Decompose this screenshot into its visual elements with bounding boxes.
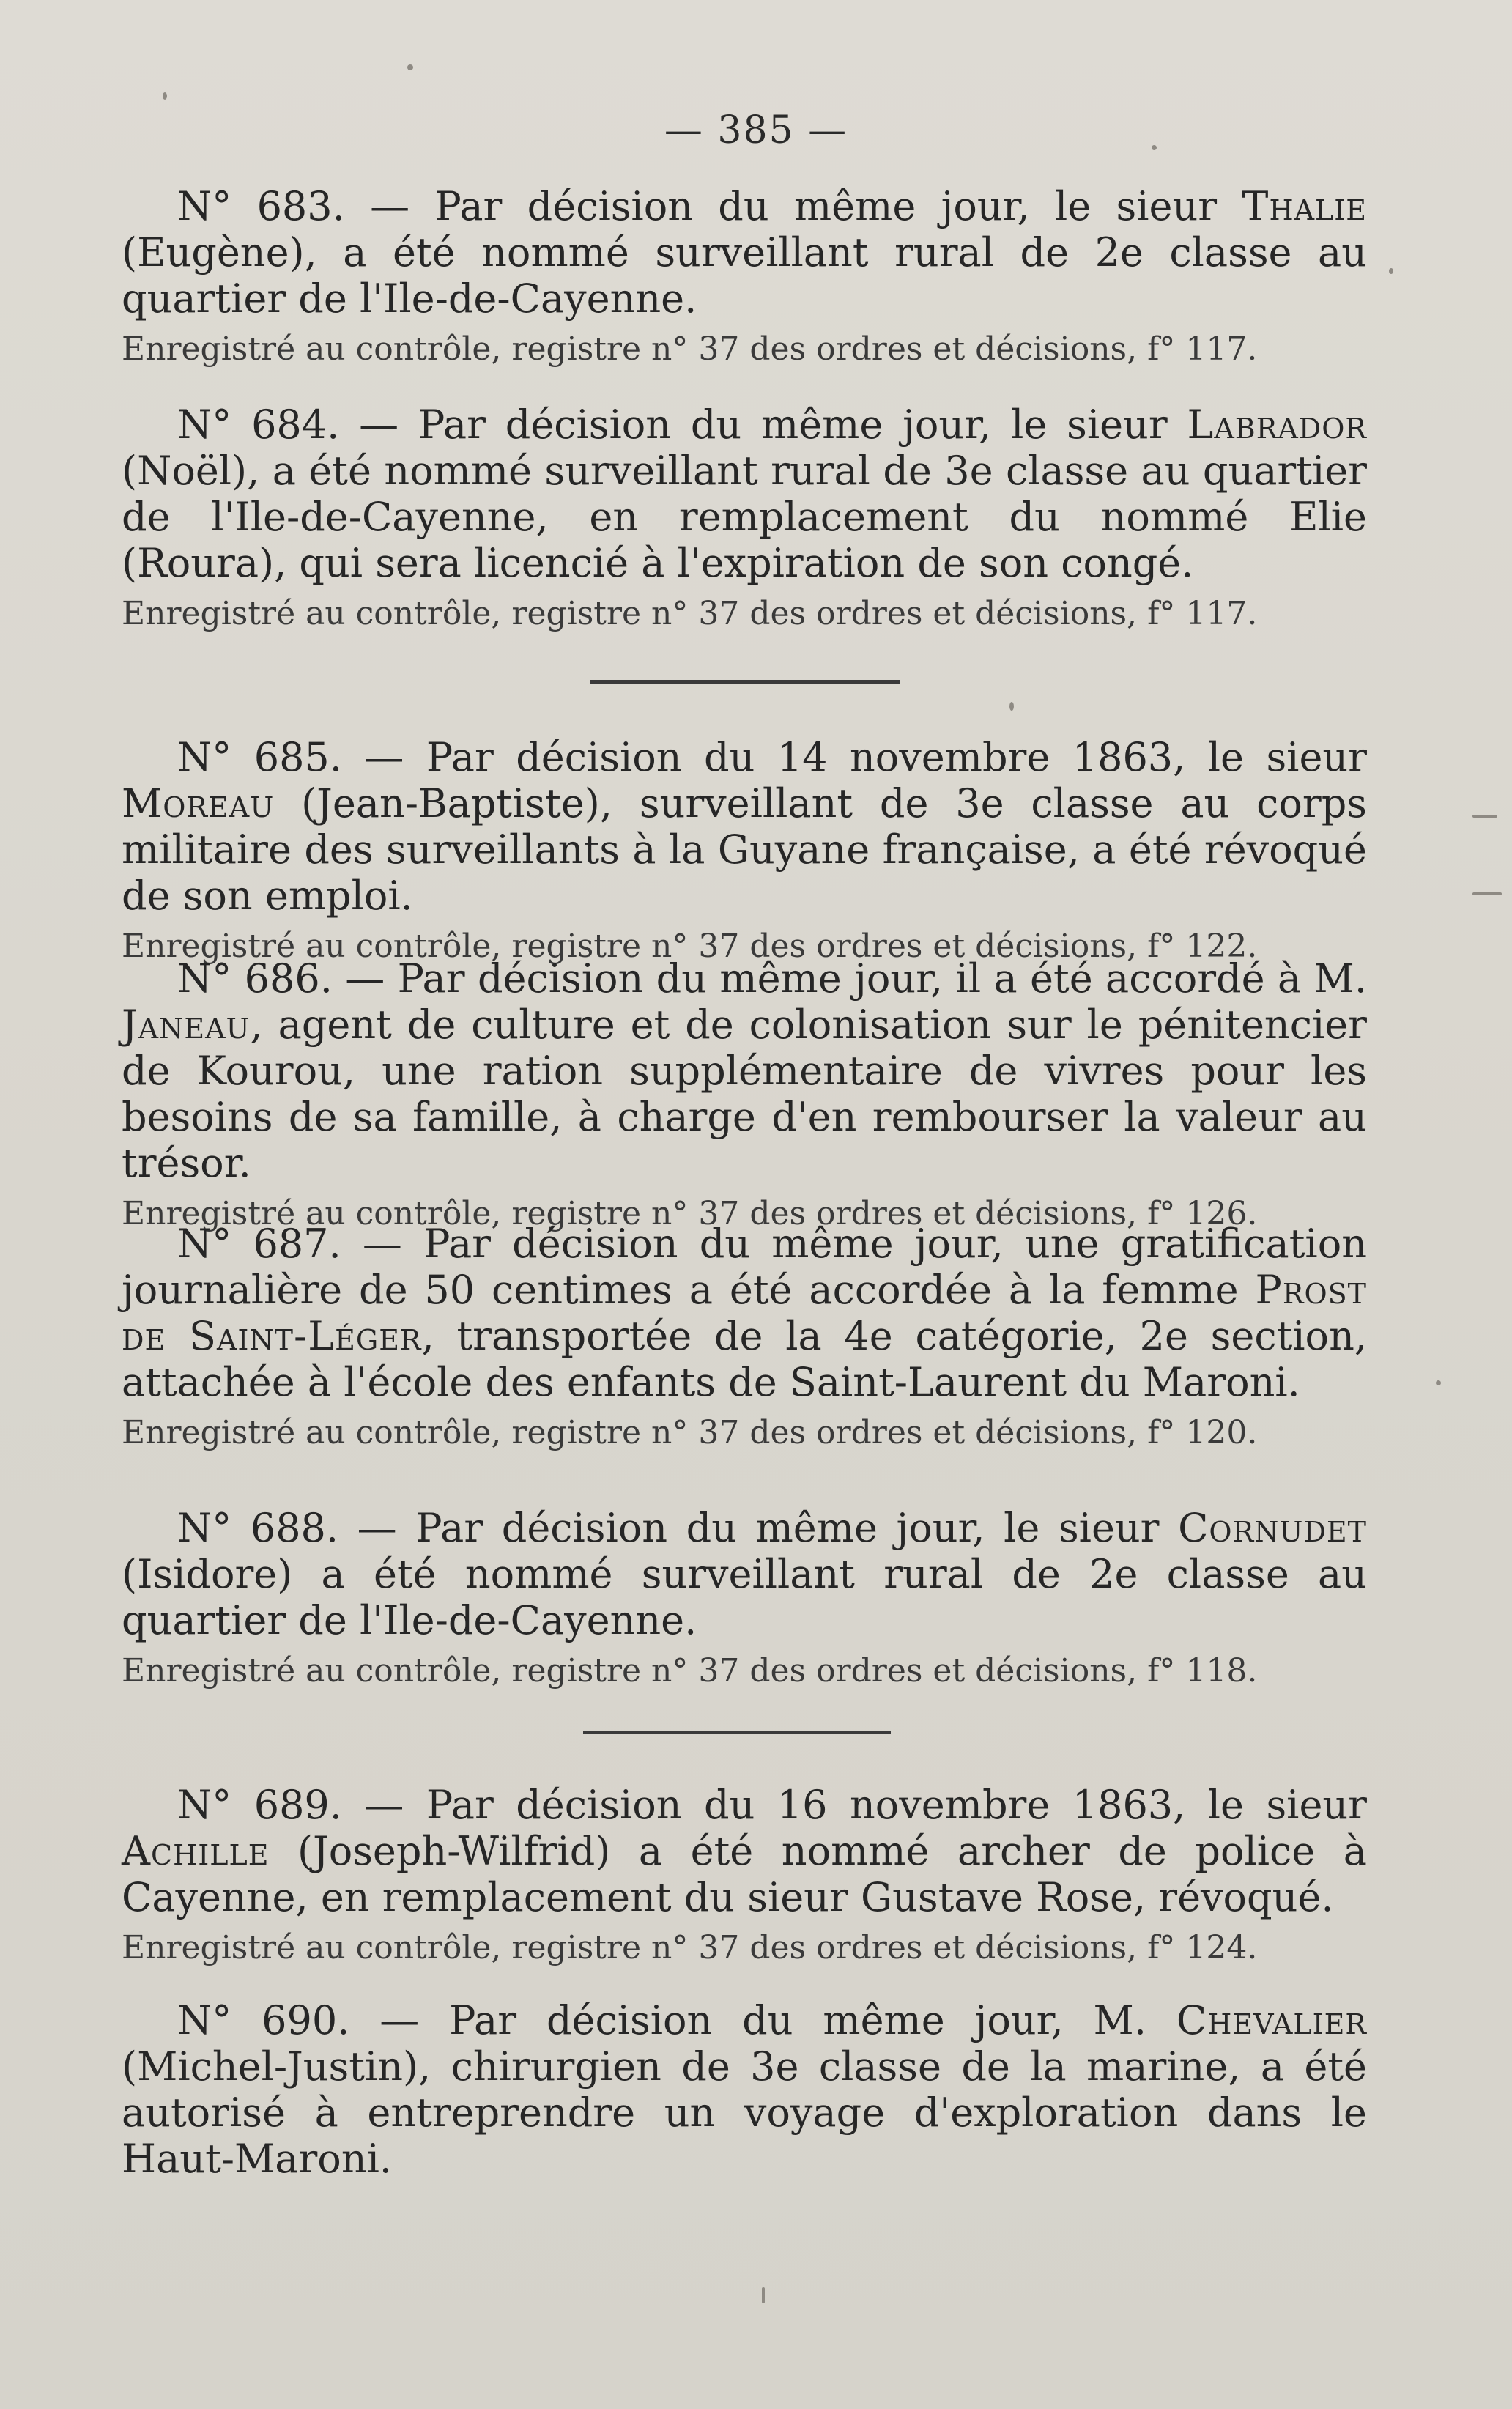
- registry-note: Enregistré au contrôle, registre n° 37 des ordres et décisions, f° 120.: [122, 1414, 1258, 1451]
- page-number: — 385 —: [664, 108, 848, 152]
- person-name: Achille: [122, 1828, 270, 1874]
- registry-note: Enregistré au contrôle, registre n° 37 des ordres et décisions, f° 124.: [122, 1929, 1258, 1966]
- paper-speck: [1472, 815, 1497, 818]
- entry-number: N° 684.: [177, 402, 340, 448]
- entry-number: N° 688.: [177, 1505, 339, 1551]
- person-name: Janeau: [122, 1002, 251, 1048]
- paper-speck: [1389, 268, 1393, 274]
- decision-entry-688: [122, 1505, 1367, 1692]
- decision-entry-684: [122, 402, 1367, 634]
- entry-number: N° 690.: [177, 1997, 350, 2043]
- registry-note: Enregistré au contrôle, registre n° 37 des ordres et décisions, f° 122.: [122, 928, 1258, 965]
- paper-speck: [407, 64, 413, 70]
- decision-entry-687: [122, 1221, 1367, 1454]
- paper-speck: [1436, 1380, 1441, 1385]
- decision-entry-683: [122, 183, 1367, 370]
- entry-text: N° 683. — Par décision du même jour, le sieur Thalie (Eugène), a été nommé surveillant rural de 2e classe au quartier de l'Ile-de-Cayenne.: [122, 183, 1368, 322]
- paper-speck: [1472, 892, 1502, 895]
- entry-number: N° 685.: [177, 734, 342, 780]
- entry-text: N° 686. — Par décision du même jour, il a été accordé à M. Janeau, agent de culture et de colonisation sur le pénitencier de Kourou, une ration supplémentaire de vivres pour les besoins de sa famille, à charge d'en rembourser la valeur au trésor.: [122, 955, 1367, 1186]
- section-separator: [583, 1731, 891, 1734]
- decision-entry-689: [122, 1782, 1367, 1969]
- decision-entry-686: [122, 955, 1367, 1235]
- decision-entry-685: [122, 734, 1367, 967]
- entry-text: N° 689. — Par décision du 16 novembre 1863, le sieur Achille (Joseph-Wilfrid) a été nommé archer de police à Cayenne, en remplacement du sieur Gustave Rose, révoqué.: [122, 1782, 1367, 1920]
- person-name: Chevalier: [1176, 1997, 1367, 2043]
- entry-text: N° 684. — Par décision du même jour, le sieur Labrador (Noël), a été nommé surveillant rural de 3e classe au quartier de l'Ile-de-Cayenne, en remplacement du nommé Elie (Roura), qui sera licencié à l'expiration de son congé.: [122, 402, 1367, 586]
- paper-speck: [762, 2287, 765, 2303]
- registry-note: Enregistré au contrôle, registre n° 37 des ordres et décisions, f° 126.: [122, 1195, 1258, 1232]
- person-name: Prost de Saint-Léger: [122, 1267, 1367, 1359]
- entry-text: N° 685. — Par décision du 14 novembre 1863, le sieur Moreau (Jean-Baptiste), surveillant de 3e classe au corps militaire des surveillants à la Guyane française, a été révoqué de son emploi.: [122, 734, 1367, 919]
- person-name: Labrador: [1187, 402, 1367, 448]
- entry-number: N° 689.: [177, 1782, 342, 1828]
- paper-speck: [1152, 145, 1157, 150]
- entry-text: N° 690. — Par décision du même jour, M. Chevalier (Michel-Justin), chirurgien de 3e classe de la marine, a été autorisé à entreprendre un voyage d'exploration dans le Haut-Maroni.: [122, 1997, 1367, 2182]
- person-name: Cornudet: [1178, 1505, 1368, 1551]
- registry-note: Enregistré au contrôle, registre n° 37 des ordres et décisions, f° 118.: [122, 1652, 1258, 1690]
- paper-speck: [1009, 702, 1014, 711]
- entry-number: N° 683.: [177, 183, 345, 229]
- person-name: Moreau: [122, 780, 275, 826]
- person-name: Thalie: [1242, 183, 1368, 229]
- entry-number: N° 687.: [177, 1221, 341, 1267]
- entry-number: N° 686.: [177, 955, 333, 1002]
- registry-note: Enregistré au contrôle, registre n° 37 des ordres et décisions, f° 117.: [122, 330, 1258, 368]
- entry-text: N° 688. — Par décision du même jour, le sieur Cornudet (Isidore) a été nommé surveillant rural de 2e classe au quartier de l'Ile-de-Cayenne.: [122, 1505, 1368, 1643]
- section-separator: [590, 680, 900, 684]
- registry-note: Enregistré au contrôle, registre n° 37 des ordres et décisions, f° 117.: [122, 595, 1258, 632]
- decision-entry-690: [122, 1997, 1367, 2182]
- entry-text: N° 687. — Par décision du même jour, une gratification journalière de 50 centimes a été accordée à la femme Prost de Saint-Léger, transportée de la 4e catégorie, 2e section, attachée à l'école des enfants de Saint-Laurent du Maroni.: [122, 1221, 1368, 1405]
- paper-speck: [163, 92, 167, 100]
